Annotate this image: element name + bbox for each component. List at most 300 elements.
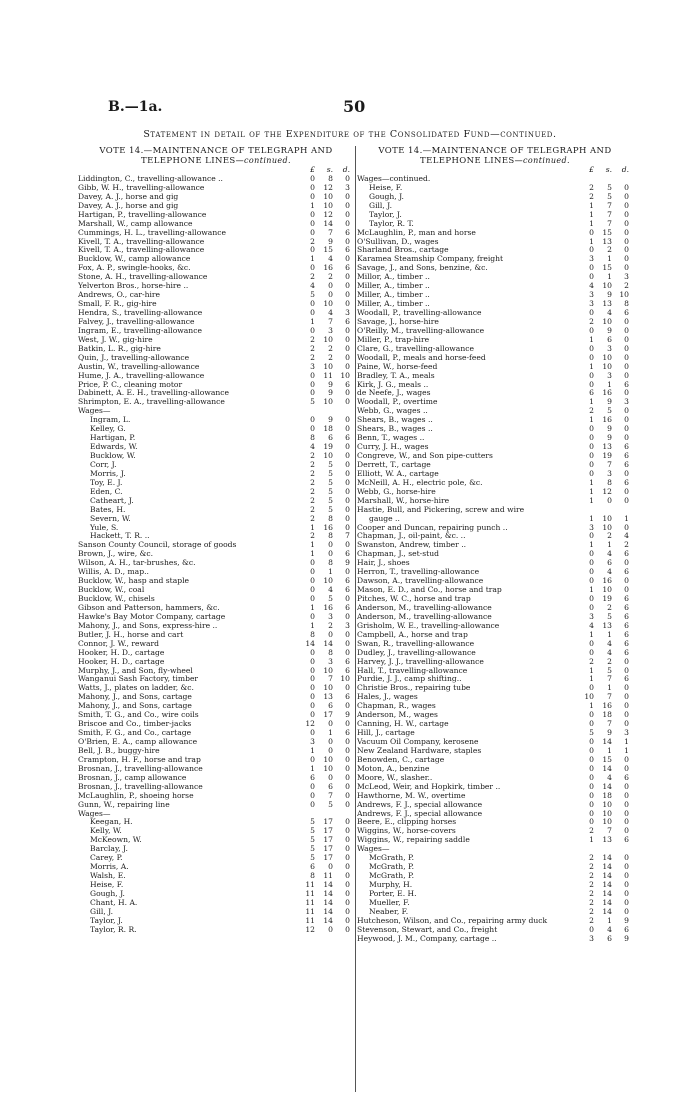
amount-pence: 0 bbox=[624, 182, 629, 192]
amount-shillings: 4 bbox=[607, 772, 612, 782]
payee-description: Hartigan, P., travelling-allowance bbox=[78, 210, 207, 219]
payee-description: McKeown, W. bbox=[90, 836, 142, 845]
amount-pounds: 0 bbox=[310, 388, 315, 398]
amount-pence: 0 bbox=[345, 281, 350, 291]
amount-pounds: 11 bbox=[305, 888, 315, 898]
amount-shillings: 4 bbox=[607, 308, 612, 317]
amount-shillings: 10 bbox=[323, 754, 333, 764]
amount-pence: 6 bbox=[624, 549, 629, 559]
payee-description: Wiggins, W., horse-covers bbox=[357, 827, 456, 836]
amount-pounds: 8 bbox=[310, 433, 315, 443]
amount-pounds: 2 bbox=[589, 880, 594, 889]
amount-pence: 0 bbox=[624, 406, 629, 416]
amount-pounds: 2 bbox=[310, 334, 315, 344]
amount-pence: 6 bbox=[345, 316, 350, 326]
payee-description: Wages— bbox=[357, 845, 390, 854]
amount-shillings: 5 bbox=[328, 477, 333, 487]
amount-shillings: 17 bbox=[323, 710, 333, 720]
amount-shillings: 17 bbox=[323, 853, 333, 863]
amount-shillings: 14 bbox=[602, 888, 612, 898]
amount-pence: 0 bbox=[624, 888, 629, 898]
payee-description: Fox, A. P., swingle-hooks, &c. bbox=[78, 264, 191, 273]
amount-pounds: 2 bbox=[310, 236, 315, 246]
payee-description: Brosnan, J., camp allowance bbox=[78, 773, 187, 782]
amount-shillings: 7 bbox=[328, 227, 333, 237]
amount-shillings: 9 bbox=[328, 415, 333, 425]
amount-pence: 3 bbox=[624, 728, 629, 738]
payee-description: Neaber, F. bbox=[369, 907, 409, 916]
payee-description: Bates, H. bbox=[90, 505, 126, 514]
payee-description: Marshall, W., camp allowance bbox=[78, 219, 193, 228]
amount-pence: 6 bbox=[624, 772, 629, 782]
amount-pounds: 1 bbox=[589, 665, 594, 675]
amount-pence: 6 bbox=[624, 647, 629, 657]
payee-description: Webb, G., horse-hire bbox=[357, 487, 436, 496]
amount-pounds: 0 bbox=[589, 754, 594, 764]
amount-pence: 0 bbox=[624, 692, 629, 702]
payee-description: Murphy, J., and Son, fly-wheel bbox=[78, 666, 193, 675]
amount-pence: 0 bbox=[624, 245, 629, 255]
amount-pence: 0 bbox=[345, 906, 350, 916]
amount-pence: 0 bbox=[345, 397, 350, 407]
amount-pence: 0 bbox=[345, 459, 350, 469]
amount-shillings: 15 bbox=[323, 245, 333, 255]
payee-description: Ingram, L. bbox=[90, 416, 131, 425]
amount-pounds: 2 bbox=[589, 897, 594, 907]
amount-pounds: 0 bbox=[589, 343, 594, 353]
amount-pounds: 0 bbox=[310, 415, 315, 425]
amount-shillings: 4 bbox=[328, 585, 333, 595]
amount-pence: 0 bbox=[624, 656, 629, 666]
payee-description: Heise, F. bbox=[369, 183, 403, 192]
payee-description: O'Sullivan, D., wages bbox=[357, 237, 439, 246]
amount-pounds: 1 bbox=[589, 540, 594, 550]
amount-shillings: 12 bbox=[323, 182, 333, 192]
right-pounds-header: £ bbox=[589, 165, 594, 174]
amount-pounds: 0 bbox=[589, 352, 594, 362]
amount-shillings: 1 bbox=[607, 254, 612, 264]
payee-description: Butler, J. H., horse and cart bbox=[78, 630, 184, 639]
amount-shillings: 0 bbox=[328, 290, 333, 300]
amount-pounds: 0 bbox=[310, 191, 315, 201]
amount-pounds: 1 bbox=[310, 620, 315, 630]
payee-description: Miller, A., timber .. bbox=[357, 282, 430, 291]
payee-description: Heywood, J. M., Company, cartage .. bbox=[357, 934, 497, 943]
amount-shillings: 2 bbox=[328, 272, 333, 282]
amount-shillings: 7 bbox=[607, 826, 612, 836]
amount-shillings: 8 bbox=[607, 477, 612, 487]
payee-description: McNeill, A. H., electric pole, &c. bbox=[357, 478, 483, 487]
payee-description: Corr, J. bbox=[90, 460, 117, 469]
payee-description: Hendra, S., travelling-allowance bbox=[78, 309, 203, 317]
amount-pounds: 1 bbox=[310, 602, 315, 612]
amount-pounds: 2 bbox=[310, 352, 315, 362]
amount-shillings: 0 bbox=[328, 862, 333, 872]
amount-pence: 0 bbox=[345, 567, 350, 577]
amount-pence: 6 bbox=[624, 451, 629, 460]
amount-shillings: 9 bbox=[607, 424, 612, 434]
amount-pence: 3 bbox=[624, 272, 629, 282]
amount-pence: 0 bbox=[624, 853, 629, 863]
amount-pence: 1 bbox=[624, 513, 629, 523]
amount-pence: 0 bbox=[624, 370, 629, 380]
amount-shillings: 14 bbox=[323, 906, 333, 916]
amount-pence: 6 bbox=[624, 924, 629, 934]
amount-shillings: 15 bbox=[602, 754, 612, 764]
amount-pounds: 1 bbox=[589, 513, 594, 523]
amount-pence: 3 bbox=[345, 308, 350, 317]
amount-pence: 0 bbox=[624, 468, 629, 478]
amount-shillings: 14 bbox=[323, 880, 333, 889]
payee-description: O'Brien, E. A., camp allowance bbox=[78, 738, 198, 746]
amount-shillings: 5 bbox=[328, 459, 333, 469]
amount-pounds: 0 bbox=[589, 567, 594, 577]
amount-shillings: 1 bbox=[328, 567, 333, 577]
amount-pounds: 0 bbox=[589, 325, 594, 335]
amount-shillings: 10 bbox=[323, 191, 333, 201]
amount-shillings: 7 bbox=[328, 674, 333, 684]
amount-pounds: 2 bbox=[589, 871, 594, 881]
amount-shillings: 9 bbox=[607, 325, 612, 335]
amount-pounds: 0 bbox=[310, 754, 315, 764]
payee-description: Catheart, J. bbox=[90, 496, 134, 505]
amount-shillings: 13 bbox=[602, 236, 612, 246]
payee-description: Miller, P., trap-hire bbox=[357, 335, 430, 344]
amount-shillings: 10 bbox=[323, 763, 333, 773]
amount-pounds: 0 bbox=[310, 379, 315, 389]
expenditure-row bbox=[78, 926, 354, 935]
payee-description: Falvey, J., travelling-allowance bbox=[78, 317, 195, 326]
amount-pounds: 5 bbox=[310, 817, 315, 827]
amount-pounds: 0 bbox=[589, 808, 594, 818]
amount-shillings: 0 bbox=[607, 495, 612, 505]
amount-shillings: 3 bbox=[607, 370, 612, 380]
amount-shillings: 3 bbox=[328, 325, 333, 335]
payee-description: Brosnan, J., travelling-allowance bbox=[78, 782, 203, 791]
amount-pounds: 0 bbox=[310, 665, 315, 675]
amount-pounds: 5 bbox=[310, 835, 315, 845]
amount-pounds: 2 bbox=[310, 513, 315, 523]
amount-pounds: 0 bbox=[310, 370, 315, 380]
payee-description: Keegan, H. bbox=[90, 818, 133, 827]
payee-description: Bell, J. B., buggy-hire bbox=[78, 746, 160, 755]
amount-pounds: 3 bbox=[589, 522, 594, 532]
amount-pounds: 2 bbox=[589, 316, 594, 326]
payee-description: Hair, J., shoes bbox=[357, 559, 410, 568]
payee-description: Woodall, P., meals and horse-feed bbox=[357, 353, 486, 362]
amount-pounds: 0 bbox=[589, 602, 594, 612]
amount-pence: 0 bbox=[624, 227, 629, 237]
payee-description: Toy, E. J. bbox=[90, 478, 123, 487]
amount-pounds: 14 bbox=[305, 638, 315, 648]
amount-pence: 0 bbox=[624, 495, 629, 505]
amount-pence: 0 bbox=[345, 361, 350, 371]
amount-shillings: 19 bbox=[602, 451, 612, 460]
payee-description: Andrews, F. J., special allowance bbox=[357, 800, 483, 809]
amount-pounds: 1 bbox=[310, 254, 315, 264]
amount-pence: 0 bbox=[624, 254, 629, 264]
amount-pence: 0 bbox=[345, 701, 350, 711]
right-vote-title-lines: TELEPHONE LINES bbox=[420, 156, 515, 166]
amount-shillings: 14 bbox=[602, 906, 612, 916]
payee-description: Hall, T., travelling-allowance bbox=[357, 666, 468, 675]
amount-shillings: 13 bbox=[602, 620, 612, 630]
payee-description: Gill, J. bbox=[90, 907, 114, 916]
amount-pence: 0 bbox=[345, 772, 350, 782]
amount-pence: 0 bbox=[624, 236, 629, 246]
amount-pounds: 1 bbox=[310, 200, 315, 210]
amount-shillings: 17 bbox=[323, 826, 333, 836]
amount-pounds: 1 bbox=[589, 209, 594, 219]
amount-pence: 0 bbox=[624, 808, 629, 818]
amount-pounds: 0 bbox=[589, 442, 594, 452]
amount-pounds: 3 bbox=[310, 737, 315, 746]
amount-shillings: 1 bbox=[607, 540, 612, 550]
amount-pounds: 1 bbox=[310, 549, 315, 559]
amount-pounds: 2 bbox=[310, 459, 315, 469]
payee-description: Wages—continued. bbox=[357, 174, 431, 183]
amount-pence: 0 bbox=[624, 826, 629, 836]
payee-description: Quin, J., travelling-allowance bbox=[78, 353, 190, 362]
payee-description: Moton, A., benzine bbox=[357, 764, 430, 773]
amount-pence: 0 bbox=[345, 888, 350, 898]
amount-pounds: 0 bbox=[310, 227, 315, 237]
amount-shillings: 4 bbox=[607, 924, 612, 934]
amount-pounds: 0 bbox=[589, 781, 594, 791]
payee-description: Hartigan, P. bbox=[90, 434, 136, 443]
amount-pence: 6 bbox=[624, 379, 629, 389]
amount-shillings: 14 bbox=[323, 888, 333, 898]
payee-description: de Neefe, J., wages bbox=[357, 389, 431, 398]
payee-description: McGrath, P. bbox=[369, 863, 415, 872]
amount-shillings: 0 bbox=[328, 772, 333, 782]
payee-description: Yule, S. bbox=[90, 523, 119, 532]
payee-description: Bradley, T. A., meals bbox=[357, 371, 435, 380]
amount-pounds: 0 bbox=[589, 459, 594, 469]
amount-shillings: 1 bbox=[607, 629, 612, 639]
right-entries bbox=[357, 175, 633, 944]
amount-pounds: 3 bbox=[589, 290, 594, 300]
payee-description: Taylor, J. bbox=[90, 916, 123, 925]
amount-pence: 0 bbox=[345, 451, 350, 460]
amount-pounds: 0 bbox=[589, 638, 594, 648]
payee-description: Miller, A., timber .. bbox=[357, 291, 430, 300]
expenditure-row bbox=[357, 836, 633, 845]
amount-pence: 0 bbox=[345, 299, 350, 309]
amount-shillings: 7 bbox=[607, 719, 612, 729]
amount-shillings: 9 bbox=[607, 290, 612, 300]
payee-description: Liddington, C., travelling-allowance .. bbox=[78, 174, 223, 183]
amount-pounds: 10 bbox=[584, 692, 594, 702]
amount-pounds: 2 bbox=[589, 191, 594, 201]
amount-pence: 6 bbox=[345, 379, 350, 389]
amount-pence: 0 bbox=[345, 737, 350, 746]
amount-shillings: 14 bbox=[602, 853, 612, 863]
amount-pounds: 2 bbox=[310, 343, 315, 353]
amount-pounds: 2 bbox=[589, 862, 594, 872]
amount-shillings: 5 bbox=[607, 665, 612, 675]
amount-pounds: 4 bbox=[589, 620, 594, 630]
amount-pence: 0 bbox=[624, 585, 629, 595]
payee-description: Brosnan, J., travelling-allowance bbox=[78, 764, 203, 773]
page-number: 50 bbox=[343, 97, 366, 116]
amount-shillings: 5 bbox=[328, 594, 333, 603]
amount-shillings: 14 bbox=[323, 218, 333, 228]
amount-pence: 0 bbox=[624, 665, 629, 675]
amount-pence: 0 bbox=[345, 763, 350, 773]
amount-shillings: 10 bbox=[323, 200, 333, 210]
payee-description: Millor, A., timber .. bbox=[357, 273, 430, 282]
amount-pence: 0 bbox=[624, 701, 629, 711]
amount-pence: 6 bbox=[345, 728, 350, 738]
amount-pence: 0 bbox=[345, 862, 350, 872]
amount-pence: 0 bbox=[624, 209, 629, 219]
payee-description: Chant, H. A. bbox=[90, 898, 138, 907]
amount-pence: 0 bbox=[624, 316, 629, 326]
amount-pounds: 0 bbox=[310, 299, 315, 309]
amount-pence: 0 bbox=[624, 486, 629, 496]
amount-pounds: 0 bbox=[589, 227, 594, 237]
amount-shillings: 2 bbox=[607, 656, 612, 666]
amount-pounds: 0 bbox=[310, 576, 315, 586]
amount-pence: 6 bbox=[345, 549, 350, 559]
payee-description: Gibb, W. H., travelling-allowance bbox=[78, 183, 205, 192]
amount-shillings: 14 bbox=[323, 638, 333, 648]
amount-pounds: 6 bbox=[310, 862, 315, 872]
payee-description: Austin, W., travelling-allowance bbox=[78, 362, 200, 371]
amount-pence: 6 bbox=[624, 611, 629, 621]
amount-pence: 0 bbox=[345, 745, 350, 755]
amount-pence: 6 bbox=[624, 835, 629, 845]
amount-pounds: 0 bbox=[310, 683, 315, 693]
amount-shillings: 6 bbox=[607, 558, 612, 568]
amount-shillings: 5 bbox=[607, 182, 612, 192]
payee-description: Andrews, F. J., special allowance bbox=[357, 809, 483, 818]
amount-pounds: 0 bbox=[589, 737, 594, 746]
amount-shillings: 19 bbox=[323, 442, 333, 452]
amount-shillings: 5 bbox=[607, 191, 612, 201]
amount-pounds: 0 bbox=[310, 656, 315, 666]
amount-pence: 0 bbox=[624, 781, 629, 791]
amount-shillings: 16 bbox=[323, 263, 333, 273]
amount-pounds: 0 bbox=[310, 799, 315, 809]
amount-pounds: 0 bbox=[310, 790, 315, 800]
amount-pence: 0 bbox=[624, 763, 629, 773]
amount-pence: 0 bbox=[345, 218, 350, 228]
payee-description: Hill, J., cartage bbox=[357, 729, 415, 738]
payee-description: Pitches, W. C., horse and trap bbox=[357, 595, 471, 603]
amount-pence: 0 bbox=[345, 915, 350, 925]
amount-shillings: 16 bbox=[602, 701, 612, 711]
payee-description: Gough, J. bbox=[90, 889, 125, 898]
amount-pence: 0 bbox=[624, 415, 629, 425]
left-vote-title-lines: TELEPHONE LINES bbox=[141, 156, 236, 166]
amount-shillings: 0 bbox=[328, 549, 333, 559]
amount-shillings: 5 bbox=[328, 486, 333, 496]
payee-description: Morris, J. bbox=[90, 469, 126, 478]
amount-shillings: 7 bbox=[607, 218, 612, 228]
payee-description: Kelly, W. bbox=[90, 827, 122, 836]
amount-pounds: 0 bbox=[589, 272, 594, 282]
amount-pounds: 0 bbox=[589, 245, 594, 255]
payee-description: Heise, F. bbox=[90, 881, 124, 889]
payee-description: Karamea Steamship Company, freight bbox=[357, 255, 504, 264]
payee-description: Webb, G., wages .. bbox=[357, 407, 428, 416]
amount-shillings: 6 bbox=[328, 701, 333, 711]
amount-shillings: 3 bbox=[328, 611, 333, 621]
amount-pence: 0 bbox=[345, 513, 350, 523]
payee-description: Herron, T., travelling-allowance bbox=[357, 568, 480, 577]
amount-pence: 6 bbox=[345, 245, 350, 255]
amount-pounds: 0 bbox=[310, 647, 315, 657]
payee-description: Watts, J., plates on ladder, &c. bbox=[78, 684, 194, 693]
payee-description: Taylor, R. T. bbox=[369, 219, 414, 228]
payee-description: Gibson and Patterson, hammers, &c. bbox=[78, 603, 220, 612]
payee-description: Taylor, R. R. bbox=[90, 925, 137, 934]
amount-shillings: 0 bbox=[328, 629, 333, 639]
amount-shillings: 19 bbox=[602, 594, 612, 603]
amount-shillings: 10 bbox=[323, 299, 333, 309]
amount-shillings: 8 bbox=[328, 647, 333, 657]
left-entries bbox=[78, 175, 354, 935]
amount-pence: 6 bbox=[624, 477, 629, 487]
amount-pence: 6 bbox=[624, 674, 629, 684]
amount-pence: 6 bbox=[345, 576, 350, 586]
amount-pence: 6 bbox=[624, 638, 629, 648]
payee-description: Woodall, P., travelling-allowance bbox=[357, 309, 482, 317]
amount-pence: 0 bbox=[345, 200, 350, 210]
amount-pence: 3 bbox=[624, 397, 629, 407]
amount-pence: 0 bbox=[345, 522, 350, 532]
amount-pence: 0 bbox=[345, 334, 350, 344]
payee-description: Brown, J., wire, &c. bbox=[78, 550, 154, 559]
amount-shillings: 0 bbox=[328, 281, 333, 291]
amount-shillings: 4 bbox=[607, 647, 612, 657]
payee-description: Woodall, P., overtime bbox=[357, 398, 438, 407]
payee-description: Stevenson, Stewart, and Co., freight bbox=[357, 925, 498, 934]
amount-pence: 0 bbox=[624, 683, 629, 693]
amount-pounds: 0 bbox=[589, 924, 594, 934]
amount-pence: 8 bbox=[624, 299, 629, 309]
amount-shillings: 14 bbox=[602, 781, 612, 791]
payee-description: Hackett, T. R. .. bbox=[90, 532, 150, 541]
amount-pounds: 8 bbox=[310, 629, 315, 639]
payee-description: Price, P. C., cleaning motor bbox=[78, 380, 183, 389]
amount-pounds: 1 bbox=[310, 316, 315, 326]
amount-pence: 0 bbox=[624, 799, 629, 809]
amount-pence: 6 bbox=[624, 602, 629, 612]
amount-shillings: 4 bbox=[607, 638, 612, 648]
payee-description: Savage, J., and Sons, benzine, &c. bbox=[357, 264, 488, 273]
amount-pence: 0 bbox=[345, 826, 350, 836]
payee-description: Smith, F. G., and Co., cartage bbox=[78, 729, 192, 738]
amount-pence: 0 bbox=[624, 325, 629, 335]
amount-pence: 0 bbox=[345, 594, 350, 603]
payee-description: Crampton, H. F., horse and trap bbox=[78, 755, 201, 764]
amount-pence: 6 bbox=[345, 665, 350, 675]
left-pounds-header: £ bbox=[310, 165, 315, 174]
amount-pounds: 0 bbox=[589, 379, 594, 389]
amount-pounds: 0 bbox=[589, 790, 594, 800]
amount-pounds: 1 bbox=[589, 200, 594, 210]
amount-pence: 0 bbox=[345, 647, 350, 657]
amount-shillings: 4 bbox=[607, 549, 612, 559]
payee-description: Batkin, L. R., gig-hire bbox=[78, 344, 161, 353]
amount-shillings: 2 bbox=[328, 620, 333, 630]
amount-pence: 6 bbox=[624, 567, 629, 577]
amount-shillings: 10 bbox=[602, 352, 612, 362]
payee-description: Connor, J. W., reward bbox=[78, 639, 160, 648]
